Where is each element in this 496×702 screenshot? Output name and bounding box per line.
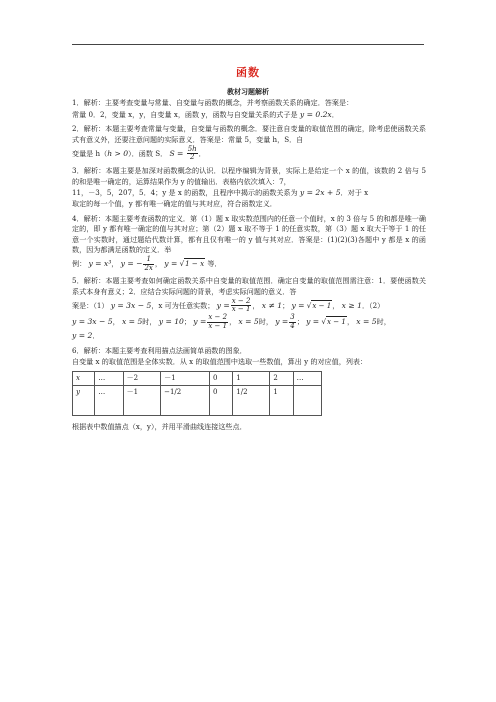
y-cell (293, 386, 321, 416)
p5-result-3-value: y = 2 (72, 331, 93, 341)
p4-formula-1: y = x³ (88, 259, 112, 269)
p5-fraction-1 (231, 298, 252, 314)
y-cell: 1/2 (233, 386, 270, 416)
p3-text-b: 11，－3，5，207，5．4；y 是 x 的函数，且程序中揭示的函数关系为 (72, 188, 298, 198)
y-header-cell: y (73, 386, 95, 416)
p5-result-3-lhs: y = (306, 317, 320, 327)
p5-result-2-lhs: y = (193, 317, 207, 327)
p3-text-c: ．对于 x (340, 188, 369, 198)
p5-sqrt-2-radicand: x − 1 (326, 317, 346, 327)
x-cell: 0 (210, 372, 233, 386)
p1-end: ． (331, 109, 339, 119)
p3-formula: y = 2x + 5 (299, 188, 341, 198)
p4-text-b: 例： (72, 259, 87, 269)
paragraph-3 (72, 166, 426, 210)
p2-fraction-den: 2 (189, 153, 195, 162)
p6-text-a: 6．解析：本题主要考查利用描点法画简单函数的图象． (72, 346, 247, 356)
doc-body (72, 98, 426, 437)
p5-sqrt-2: √x − 1 (321, 317, 346, 327)
paragraph-2 (72, 124, 426, 162)
x-cell: 2 (270, 372, 293, 386)
p4-sqrt-radicand: 1 − x (185, 259, 205, 269)
p1-formula: y = 0.2x (299, 109, 332, 119)
x-cell: －2 (123, 372, 160, 386)
p2-fraction (187, 146, 198, 162)
p5-result-3-pre: ； (296, 317, 304, 327)
p2-text-a: 2．解析：本题主要考查常量与变量，自变量与函数的概念．要注意自变量的取值范围的确定，除考虑使函数关系式有意义外，还要注意问题的实际意义．答案是：常量 5，变量 h，S．自 (72, 124, 426, 144)
p5-fraction-3-den: 4 (290, 321, 295, 330)
p6-text-c: 根据表中数值描点（x，y），并用平滑曲线连接这些点． (72, 422, 247, 432)
p5-result-2-sep: ， (229, 317, 237, 327)
p5-sep-3: ， (332, 300, 340, 310)
doc-title: 函数 (236, 66, 260, 79)
y-cell: －1 (123, 386, 160, 416)
p5-result-3-sep: ， (346, 317, 355, 327)
p5-condition-1: x ≠ 1 (261, 300, 283, 310)
p5-result-1-value: y = 10 (158, 317, 184, 327)
p5-fraction-3 (289, 314, 295, 330)
p5-sep-4: ．（2） (361, 300, 385, 310)
p5-text-a: 5．解析：本题主要考查如何确定函数关系中自变量的取值范围．确定自变量的取值范围需注意：1．要使函数关系式本身有意义；2．应结合实际问题的背景，考虑实际问题的意义．答 (72, 276, 426, 297)
p5-fraction-2-num: x − 2 (208, 313, 228, 322)
p5-fraction-3-num: 3 (290, 313, 295, 322)
p2-text-c: ）．函数 S． (128, 148, 168, 158)
value-table (72, 371, 322, 416)
p5-sqrt-1: √x − 1 (306, 300, 332, 310)
paragraph-6 (72, 346, 426, 367)
paragraph-5 (72, 276, 426, 342)
x-cell: … (95, 372, 123, 386)
p5-end: ． (92, 331, 100, 341)
paragraph-6-conclusion (72, 422, 426, 433)
p5-fraction-1-num: x − 2 (231, 296, 251, 305)
p4-formula-2-lhs: y = − (120, 259, 143, 269)
x-cell: … (293, 372, 321, 386)
p5-formula-1: y = 3x − 5 (110, 300, 152, 310)
x-cell: －1 (161, 372, 210, 386)
p5-sep-1: ， (252, 300, 260, 310)
p5-text-b: 案是：（1） (72, 300, 109, 310)
p4-fraction (143, 256, 153, 272)
p4-text-a: 4．解析：本题主要考查函数的定义．第（1）题 x 取实数范围内的任意一个值时，x 的 3 倍与 5 的和都是唯一确定的，即 y 都有唯一确定的值与其对应；第（2）题 x 取不等于 1 的任意实数，第（3）题 x 取大于等于 1 的任意一个实数时，通过题给代数计算，都有且仅有唯一的 y 值与其对应．答案是：(1)(2)(3)各题中 y 都是 x 的函数，因为都满足函数的定义．举 (72, 213, 426, 255)
p5-text-c: ，x 可为任意实数； (151, 300, 215, 310)
p4-sqrt: √1 − x (179, 259, 205, 269)
p5-sep-2: ； (282, 300, 290, 310)
p5-fraction-1-den: x − 1 (231, 305, 251, 314)
p5-sqrt-1-radicand: x − 1 (312, 300, 332, 310)
p2-formula-lhs: S = (169, 148, 184, 158)
p1-text-a: 1．解析：主要考查变量与常量、自变量与函数的概念，并考察函数关系的确定．答案是： (72, 98, 354, 107)
value-table-x-row (73, 372, 322, 386)
p2-text-b: 变量是 h（ (72, 148, 108, 158)
paragraph-1 (72, 98, 426, 120)
p4-fraction-num: 1 (143, 256, 153, 265)
p5-result-2-pre: ； (183, 317, 191, 327)
p3-text-d: 取定的每一个值，y 都有唯一确定的值与其对应，符合函数定义． (72, 198, 277, 208)
p5-result-2-x: x = 5 (238, 317, 259, 327)
p5-result-1-x: x = 5 (121, 317, 143, 327)
doc-subtitle: 教材习题解析 (227, 87, 269, 96)
paragraph-4: 4．解析：本题主要考查函数的定义．第（1）题 x 取实数范围内的任意一个值时，x 的 3 倍与 5 的和都是唯一确定的，即 y 都有唯一确定的值与其对应；第（2）题 x 取不等于 1 的任意实数，第（3）题 x 取大于等于 1 的任意一个实数时，通过题给代数计算，都有且仅有唯一的 y 值与其对应．答案是：(1)(2)(3)各题中 y 都是 x 的函数，因为都满足函数的定义．举 例： y = x³， y = − $\frac{1}{2x}$ ， y = √1 − x 等． (72, 213, 426, 272)
p4-fraction-den: 2x (144, 263, 153, 272)
x-header-cell: x (73, 372, 95, 386)
p5-fraction-2 (207, 314, 228, 330)
p5-fraction-2-den: x − 1 (208, 321, 228, 330)
p5-formula-3-lhs: y = (291, 300, 305, 310)
y-cell: … (95, 386, 123, 416)
p5-result-1-sep: ， (112, 317, 120, 327)
p2-condition: h > 0 (107, 148, 129, 158)
x-cell: 1 (233, 372, 270, 386)
p5-result-2-when: 时， (258, 317, 273, 327)
p2-fraction-num: 5h (187, 144, 197, 153)
p3-text-a: 3．解析：本题主要是加深对函数概念的认识．以程序编辑为背景，实际上是给定一个 x 的值，该数的 2 倍与 5 的和是唯一确定的，运算结果作为 y 的值输出．表格内依次填入：7， (72, 165, 426, 186)
p2-end: ． (198, 148, 206, 158)
p5-result-3-x: x = 5 (356, 317, 377, 327)
y-cell: −1/2 (161, 386, 210, 416)
value-table-y-row (73, 386, 322, 416)
p4-formula-3-lhs: y = (164, 259, 178, 269)
p5-result-1-formula: y = 3x − 5 (72, 317, 113, 327)
y-cell: 0 (210, 386, 233, 416)
p5-condition-2: x ≥ 1 (341, 300, 362, 310)
p5-result-1-when: 时， (142, 317, 157, 327)
header-rule (72, 44, 424, 45)
y-cell: 1 (270, 386, 293, 416)
p5-result-2-value-lhs: y = (275, 317, 289, 327)
p5-formula-2-lhs: y = (216, 300, 230, 310)
p6-text-b: 自变量 x 的取值范围是全体实数．从 x 的取值范围中选取一些数值，算出 y 的对应值，列表： (72, 356, 368, 366)
p5-result-3-when: 时， (376, 317, 391, 327)
p4-end: 等． (207, 259, 222, 269)
p1-text-b: 常量 0．2，变量 x，y，自变量 x，函数 y，函数与自变量关系的式子是 (72, 109, 298, 119)
